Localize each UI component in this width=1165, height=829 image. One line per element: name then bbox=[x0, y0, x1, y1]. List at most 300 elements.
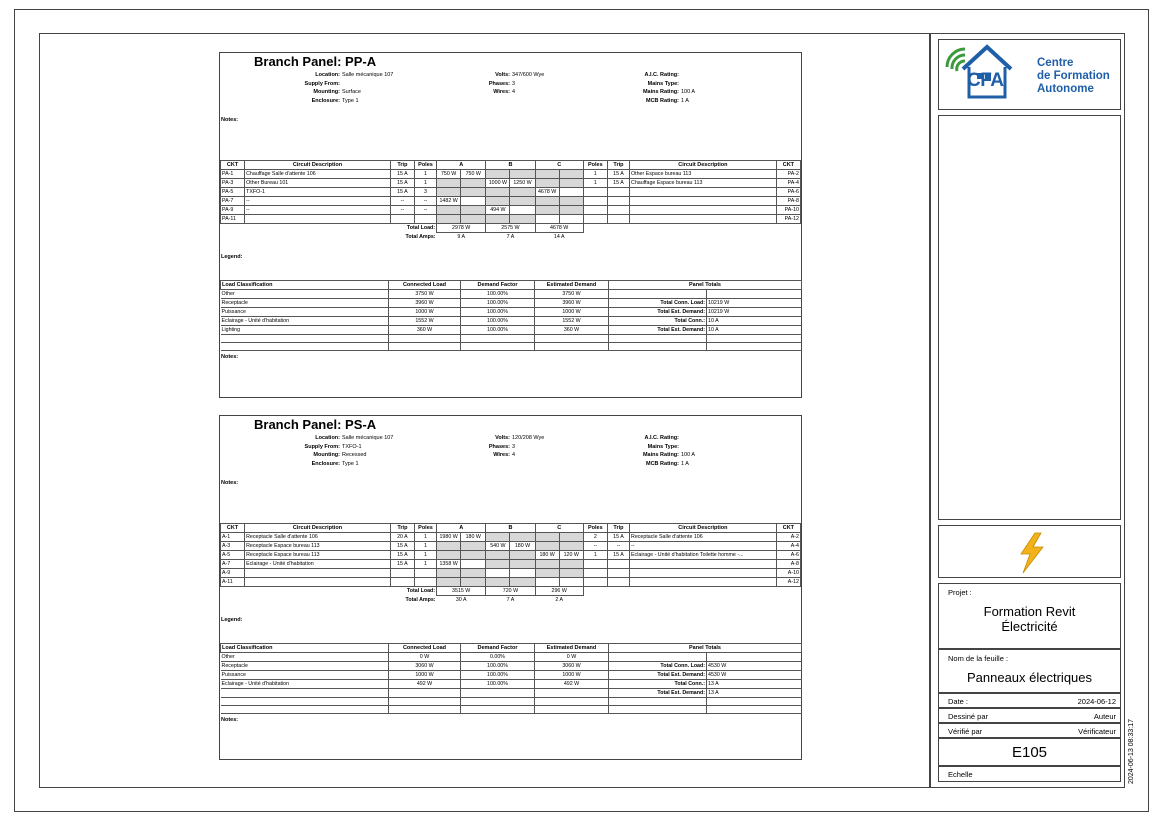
load-classification-table bbox=[220, 643, 802, 714]
circuit-cell-a2: 750 W bbox=[461, 170, 486, 179]
circuit-cell-c2 bbox=[559, 170, 583, 179]
header-location-label: Location: bbox=[315, 72, 340, 78]
circuit-cell-l-trip bbox=[390, 215, 414, 224]
circuit-cell-a1: 1482 W bbox=[437, 197, 461, 206]
legend-label: Legend: bbox=[221, 254, 243, 260]
load-name: Lighting bbox=[221, 326, 389, 335]
circuit-table bbox=[220, 523, 801, 604]
header-volts-label: Volts: bbox=[495, 435, 510, 441]
circuit-cell-a1 bbox=[437, 551, 461, 560]
date-label: Date : bbox=[948, 697, 969, 706]
circuit-cell-l-trip: -- bbox=[390, 206, 414, 215]
circuit-cell-c1 bbox=[535, 569, 559, 578]
load-classification-table bbox=[220, 280, 802, 351]
panel-total-value: 4530 W bbox=[707, 662, 802, 671]
circuit-cell-a1 bbox=[437, 188, 461, 197]
circuit-cell-r-ckt: A-10 bbox=[776, 569, 800, 578]
load-name: Puissance bbox=[221, 308, 389, 317]
circuit-cell-r-desc bbox=[630, 578, 777, 587]
header-volts: 347/600 Wye bbox=[512, 72, 545, 78]
circuit-cell-r-poles bbox=[583, 188, 607, 197]
load-name: Eclairage - Unité d'habitation bbox=[221, 680, 389, 689]
header-supply: TXFO-1 bbox=[342, 443, 362, 450]
circuit-cell-l-trip: 15 A bbox=[390, 188, 414, 197]
circuit-cell-l-poles: 3 bbox=[414, 188, 436, 197]
circuit-cell-b1 bbox=[486, 170, 510, 179]
header-volts-label: Volts: bbox=[495, 72, 510, 78]
circuit-cell-l-ckt: A-3 bbox=[221, 542, 245, 551]
circuit-cell-l-poles: 1 bbox=[414, 551, 436, 560]
panel-total-label: Total Est. Demand: bbox=[609, 308, 707, 317]
load-demand-factor bbox=[461, 698, 535, 706]
circuit-header: Poles bbox=[414, 161, 436, 170]
bolt-box bbox=[938, 525, 1121, 578]
circuit-cell-c1 bbox=[535, 170, 559, 179]
circuit-cell-l-desc: -- bbox=[245, 197, 391, 206]
circuit-cell-a1: 1980 W bbox=[437, 533, 461, 542]
load-estimated: 492 W bbox=[535, 680, 609, 689]
logo-line-3: Autonome bbox=[1037, 83, 1094, 95]
load-name bbox=[221, 706, 389, 714]
circuit-cell-l-desc: Eclairage - Unité d'habitation bbox=[245, 560, 391, 569]
header-wires: 4 bbox=[512, 89, 516, 96]
circuit-cell-b2: 1250 W bbox=[510, 179, 535, 188]
panel-schedule-ps-a bbox=[219, 415, 802, 760]
header-mains-type-label: Mains Type: bbox=[647, 443, 679, 450]
notes-label: Notes: bbox=[221, 480, 239, 486]
header-location: Salle mécanique 107 bbox=[342, 435, 394, 441]
drawn-by-value: Auteur bbox=[1093, 712, 1116, 721]
panel-total-value bbox=[707, 698, 802, 706]
circuit-header: Circuit Description bbox=[630, 524, 777, 533]
totals-value: 720 W bbox=[486, 587, 535, 596]
circuit-cell-l-ckt: PA-11 bbox=[221, 215, 245, 224]
circuit-cell-a2 bbox=[461, 569, 486, 578]
load-estimated: 3750 W bbox=[535, 290, 609, 299]
panel-total-value bbox=[707, 343, 802, 351]
load-connected: 3060 W bbox=[389, 662, 461, 671]
circuit-cell-b1 bbox=[486, 197, 510, 206]
load-row bbox=[221, 653, 802, 662]
header-mounting-label: Mounting: bbox=[313, 89, 340, 96]
circuit-cell-l-trip: 20 A bbox=[390, 533, 414, 542]
circuit-cell-c2 bbox=[559, 188, 583, 197]
load-name: Puissance bbox=[221, 671, 389, 680]
load-row bbox=[221, 343, 802, 351]
load-header: Connected Load bbox=[389, 281, 461, 290]
circuit-row bbox=[221, 188, 801, 197]
circuit-cell-c2 bbox=[559, 578, 583, 587]
header-mounting: Recessed bbox=[342, 452, 367, 459]
load-name bbox=[221, 698, 389, 706]
circuit-cell-a1 bbox=[437, 206, 461, 215]
checked-by-label: Vérifié par bbox=[948, 727, 983, 736]
header-mains-rating: 100 A bbox=[681, 89, 696, 96]
circuit-cell-l-desc: Receptacle Salle d'attente 106 bbox=[245, 533, 391, 542]
circuit-cell-r-trip: 15 A bbox=[607, 179, 629, 188]
circuit-cell-c1 bbox=[535, 197, 559, 206]
circuit-cell-r-poles bbox=[583, 569, 607, 578]
circuit-cell-a1 bbox=[437, 179, 461, 188]
circuit-cell-a2 bbox=[461, 197, 486, 206]
load-row bbox=[221, 290, 802, 299]
circuit-cell-a2 bbox=[461, 542, 486, 551]
circuit-cell-l-ckt: A-5 bbox=[221, 551, 245, 560]
load-estimated bbox=[535, 335, 609, 343]
circuit-cell-c2 bbox=[559, 542, 583, 551]
load-estimated: 3960 W bbox=[535, 299, 609, 308]
circuit-cell-b1 bbox=[486, 569, 510, 578]
circuit-header: Poles bbox=[583, 524, 607, 533]
circuit-cell-r-ckt: A-2 bbox=[776, 533, 800, 542]
load-estimated bbox=[535, 706, 609, 714]
circuit-cell-b2 bbox=[510, 578, 535, 587]
circuit-cell-a2 bbox=[461, 188, 486, 197]
panel-total-value bbox=[707, 653, 802, 662]
circuit-cell-b1 bbox=[486, 188, 510, 197]
panel-total-label: Total Conn.: bbox=[609, 680, 707, 689]
header-phases: 3 bbox=[512, 443, 516, 450]
circuit-cell-b2 bbox=[510, 551, 535, 560]
load-header: Panel Totals bbox=[609, 644, 802, 653]
circuit-cell-l-desc: Other Bureau 101 bbox=[245, 179, 391, 188]
header-mains-rating-label: Mains Rating: bbox=[642, 452, 679, 459]
panel-title: Branch Panel: PS-A bbox=[254, 417, 377, 432]
circuit-cell-c1 bbox=[535, 533, 559, 542]
circuit-cell-b2 bbox=[510, 215, 535, 224]
circuit-cell-l-desc: Receptacle Espace bureau 113 bbox=[245, 551, 391, 560]
circuit-cell-r-trip bbox=[607, 215, 629, 224]
totals-label: Total Load: bbox=[406, 225, 436, 232]
totals-value: 2978 W bbox=[437, 224, 486, 233]
circuit-cell-r-ckt: PA-12 bbox=[776, 215, 800, 224]
load-connected: 3750 W bbox=[389, 290, 461, 299]
header-phases-label: Phases: bbox=[488, 80, 510, 87]
circuit-cell-r-desc bbox=[630, 215, 777, 224]
circuit-cell-r-trip bbox=[607, 206, 629, 215]
circuit-cell-l-trip: -- bbox=[390, 197, 414, 206]
circuit-cell-r-ckt: A-4 bbox=[776, 542, 800, 551]
panel-total-value bbox=[707, 335, 802, 343]
circuit-cell-r-trip: -- bbox=[607, 542, 629, 551]
circuit-cell-l-desc bbox=[245, 215, 391, 224]
circuit-cell-l-desc: -- bbox=[245, 206, 391, 215]
circuit-cell-r-poles bbox=[583, 215, 607, 224]
header-mounting-label: Mounting: bbox=[313, 452, 340, 459]
circuit-cell-b1 bbox=[486, 533, 510, 542]
circuit-cell-l-poles: 1 bbox=[414, 179, 436, 188]
circuit-cell-l-desc: Receptacle Espace bureau 113 bbox=[245, 542, 391, 551]
circuit-cell-c2: 120 W bbox=[559, 551, 583, 560]
load-connected bbox=[389, 343, 461, 351]
circuit-cell-b2 bbox=[510, 170, 535, 179]
panel-total-value: 10 A bbox=[707, 317, 802, 326]
circuit-cell-b2 bbox=[510, 197, 535, 206]
circuit-header: Poles bbox=[583, 161, 607, 170]
circuit-cell-l-poles: 1 bbox=[414, 170, 436, 179]
circuit-cell-r-poles: -- bbox=[583, 542, 607, 551]
circuit-cell-r-ckt: A-6 bbox=[776, 551, 800, 560]
panel-total-value: 10 A bbox=[707, 326, 802, 335]
circuit-cell-l-poles: 1 bbox=[414, 560, 436, 569]
panel-schedule-pp-a bbox=[219, 52, 802, 398]
load-connected: 0 W bbox=[389, 653, 461, 662]
notes-label-bottom: Notes: bbox=[221, 717, 239, 723]
load-estimated: 360 W bbox=[535, 326, 609, 335]
circuit-cell-c1 bbox=[535, 560, 559, 569]
circuit-cell-a1: 1358 W bbox=[437, 560, 461, 569]
circuit-cell-l-ckt: A-9 bbox=[221, 569, 245, 578]
sheet-number-box bbox=[938, 738, 1121, 766]
circuit-cell-b1 bbox=[486, 560, 510, 569]
panel-total-value: 10219 W bbox=[707, 299, 802, 308]
circuit-cell-l-ckt: A-11 bbox=[221, 578, 245, 587]
load-header: Connected Load bbox=[389, 644, 461, 653]
circuit-cell-l-ckt: A-7 bbox=[221, 560, 245, 569]
panel-total-value: 10219 W bbox=[707, 308, 802, 317]
circuit-cell-l-desc bbox=[245, 578, 391, 587]
panel-total-label bbox=[609, 335, 707, 343]
scale-label: Echelle bbox=[948, 770, 973, 779]
circuit-cell-a1 bbox=[437, 569, 461, 578]
circuit-table bbox=[220, 160, 801, 241]
load-row bbox=[221, 326, 802, 335]
circuit-cell-b2 bbox=[510, 569, 535, 578]
load-name: Receptacle bbox=[221, 299, 389, 308]
load-demand-factor bbox=[461, 706, 535, 714]
circuit-cell-l-trip: 15 A bbox=[390, 551, 414, 560]
circuit-cell-c1 bbox=[535, 215, 559, 224]
circuit-cell-a2: 180 W bbox=[461, 533, 486, 542]
load-connected: 492 W bbox=[389, 680, 461, 689]
header-phases: 3 bbox=[512, 80, 516, 87]
circuit-cell-l-poles bbox=[414, 578, 436, 587]
circuit-cell-l-ckt: A-1 bbox=[221, 533, 245, 542]
header-location: Salle mécanique 107 bbox=[342, 72, 394, 78]
circuit-cell-r-ckt: A-8 bbox=[776, 560, 800, 569]
circuit-cell-b2: 180 W bbox=[510, 542, 535, 551]
circuit-cell-a2 bbox=[461, 206, 486, 215]
panel-total-value bbox=[707, 706, 802, 714]
header-mains-rating-label: Mains Rating: bbox=[642, 89, 679, 96]
circuit-cell-l-poles bbox=[414, 215, 436, 224]
circuit-cell-b2 bbox=[510, 188, 535, 197]
circuit-cell-l-trip: 15 A bbox=[390, 170, 414, 179]
header-mains-rating: 100 A bbox=[681, 452, 696, 459]
sheet-name-label: Nom de la feuille : bbox=[948, 654, 1009, 663]
circuit-cell-b1 bbox=[486, 215, 510, 224]
header-wires-label: Wires: bbox=[493, 89, 510, 96]
circuit-row bbox=[221, 542, 801, 551]
load-name: Other bbox=[221, 290, 389, 299]
header-mains-type-label: Mains Type: bbox=[647, 80, 679, 87]
circuit-cell-a1: 750 W bbox=[437, 170, 461, 179]
circuit-cell-c1 bbox=[535, 542, 559, 551]
load-demand-factor: 100.00% bbox=[461, 671, 535, 680]
circuit-cell-r-desc bbox=[630, 560, 777, 569]
load-demand-factor: 100.00% bbox=[461, 308, 535, 317]
circuit-cell-l-trip bbox=[390, 578, 414, 587]
circuit-header: B bbox=[486, 161, 535, 170]
lightning-bolt-icon bbox=[1015, 532, 1049, 574]
circuit-cell-l-ckt: PA-7 bbox=[221, 197, 245, 206]
project-name-line-2: Électricité bbox=[1001, 619, 1058, 634]
circuit-cell-r-desc: Receptacle Salle d'attente 106 bbox=[630, 533, 777, 542]
circuit-cell-r-trip bbox=[607, 560, 629, 569]
circuit-cell-c1 bbox=[535, 179, 559, 188]
load-header: Estimated Demand bbox=[535, 281, 609, 290]
panel-total-label bbox=[609, 698, 707, 706]
totals-value: 2575 W bbox=[486, 224, 535, 233]
load-header: Demand Factor bbox=[461, 281, 535, 290]
panel-total-label bbox=[609, 343, 707, 351]
load-row bbox=[221, 689, 802, 698]
header-enclosure: Type 1 bbox=[342, 97, 359, 104]
load-connected: 1552 W bbox=[389, 317, 461, 326]
circuit-row bbox=[221, 578, 801, 587]
circuit-row bbox=[221, 551, 801, 560]
circuit-cell-r-trip: 15 A bbox=[607, 551, 629, 560]
circuit-cell-r-ckt: PA-8 bbox=[776, 197, 800, 206]
circuit-header: Circuit Description bbox=[245, 524, 391, 533]
circuit-row bbox=[221, 533, 801, 542]
circuit-cell-l-ckt: PA-5 bbox=[221, 188, 245, 197]
circuit-cell-r-poles: 1 bbox=[583, 551, 607, 560]
load-header: Panel Totals bbox=[609, 281, 802, 290]
circuit-cell-c1 bbox=[535, 206, 559, 215]
circuit-header: Trip bbox=[607, 524, 629, 533]
load-row bbox=[221, 662, 802, 671]
circuit-row bbox=[221, 215, 801, 224]
drawn-by-row bbox=[938, 708, 1121, 723]
load-estimated bbox=[535, 343, 609, 351]
totals-label: Total Amps: bbox=[405, 233, 436, 240]
circuit-header: A bbox=[437, 161, 486, 170]
scale-row bbox=[938, 766, 1121, 782]
load-demand-factor: 100.00% bbox=[461, 680, 535, 689]
load-demand-factor: 0.00% bbox=[461, 653, 535, 662]
panel-total-label: Total Conn. Load: bbox=[609, 299, 707, 308]
panel-total-value: 13 A bbox=[707, 680, 802, 689]
circuit-cell-r-poles bbox=[583, 206, 607, 215]
header-enclosure-label: Enclosure: bbox=[311, 460, 340, 467]
load-estimated: 1552 W bbox=[535, 317, 609, 326]
load-row bbox=[221, 671, 802, 680]
panel-total-label bbox=[609, 290, 707, 299]
circuit-cell-l-ckt: PA-9 bbox=[221, 206, 245, 215]
header-supply-label: Supply From: bbox=[304, 443, 340, 450]
circuit-cell-r-ckt: PA-4 bbox=[776, 179, 800, 188]
circuit-cell-c2 bbox=[559, 215, 583, 224]
circuit-cell-c2 bbox=[559, 533, 583, 542]
panel-total-label: Total Est. Demand: bbox=[609, 671, 707, 680]
circuit-cell-c2 bbox=[559, 206, 583, 215]
circuit-header: Trip bbox=[390, 161, 414, 170]
circuit-cell-r-desc bbox=[630, 197, 777, 206]
circuit-cell-l-ckt: PA-3 bbox=[221, 179, 245, 188]
circuit-cell-r-desc: Eclairage - Unité d'habitation Toilette homme -... bbox=[630, 551, 777, 560]
circuit-row bbox=[221, 197, 801, 206]
panel-total-value bbox=[707, 290, 802, 299]
totals-label: Total Amps: bbox=[405, 596, 436, 603]
sheet-name: Panneaux électriques bbox=[966, 670, 1093, 685]
load-estimated bbox=[535, 689, 609, 698]
logo-mark-text: CFA bbox=[967, 70, 1004, 91]
sheet-number: E105 bbox=[1011, 744, 1048, 761]
circuit-row bbox=[221, 560, 801, 569]
panel-total-label bbox=[609, 706, 707, 714]
circuit-row bbox=[221, 179, 801, 188]
load-estimated: 1000 W bbox=[535, 308, 609, 317]
circuit-row bbox=[221, 170, 801, 179]
circuit-cell-b2 bbox=[510, 206, 535, 215]
totals-value: 4678 W bbox=[535, 224, 583, 233]
load-connected bbox=[389, 706, 461, 714]
circuit-cell-r-poles: 1 bbox=[583, 179, 607, 188]
load-connected bbox=[389, 689, 461, 698]
load-demand-factor: 100.00% bbox=[461, 326, 535, 335]
circuit-cell-a2 bbox=[461, 215, 486, 224]
totals-value: 14 A bbox=[553, 234, 565, 240]
circuit-cell-c2 bbox=[559, 179, 583, 188]
load-name: Eclairage - Unité d'habitation bbox=[221, 317, 389, 326]
load-row bbox=[221, 317, 802, 326]
circuit-cell-r-desc bbox=[630, 569, 777, 578]
load-demand-factor: 100.00% bbox=[461, 299, 535, 308]
load-name bbox=[221, 343, 389, 351]
load-row bbox=[221, 299, 802, 308]
circuit-cell-l-trip bbox=[390, 569, 414, 578]
load-estimated bbox=[535, 698, 609, 706]
load-demand-factor bbox=[461, 689, 535, 698]
totals-value: 2 A bbox=[555, 597, 564, 603]
circuit-cell-a2 bbox=[461, 578, 486, 587]
header-enclosure: Type 1 bbox=[342, 460, 359, 467]
circuit-cell-r-desc: -- bbox=[630, 542, 777, 551]
project-box bbox=[938, 583, 1121, 649]
header-wires-label: Wires: bbox=[493, 452, 510, 459]
circuit-cell-l-trip: 15 A bbox=[390, 542, 414, 551]
circuit-header: C bbox=[535, 524, 583, 533]
checked-by-row bbox=[938, 723, 1121, 738]
circuit-cell-a1 bbox=[437, 578, 461, 587]
circuit-cell-b2 bbox=[510, 533, 535, 542]
panel-total-label: Total Conn.: bbox=[609, 317, 707, 326]
panel-total-label bbox=[609, 653, 707, 662]
circuit-cell-r-poles: 1 bbox=[583, 170, 607, 179]
circuit-cell-r-desc: Other Espace bureau 113 bbox=[630, 170, 777, 179]
header-mcb: 1 A bbox=[681, 97, 689, 104]
project-name-line-1: Formation Revit bbox=[983, 604, 1076, 619]
circuit-cell-r-poles: 2 bbox=[583, 533, 607, 542]
circuit-cell-r-poles bbox=[583, 197, 607, 206]
load-name bbox=[221, 689, 389, 698]
circuit-cell-c2 bbox=[559, 569, 583, 578]
logo-box bbox=[938, 39, 1121, 110]
panel-total-label: Total Est. Demand: bbox=[609, 326, 707, 335]
load-demand-factor bbox=[461, 343, 535, 351]
circuit-header: CKT bbox=[221, 524, 245, 533]
circuit-cell-a2 bbox=[461, 551, 486, 560]
date-row bbox=[938, 693, 1121, 708]
totals-value: 30 A bbox=[455, 597, 467, 603]
load-header: Load Classification bbox=[221, 644, 389, 653]
load-name bbox=[221, 335, 389, 343]
header-mcb: 1 A bbox=[681, 460, 689, 467]
circuit-cell-b1: 1000 W bbox=[486, 179, 510, 188]
header-volts: 120/208 Wye bbox=[512, 435, 545, 441]
totals-value: 296 W bbox=[535, 587, 583, 596]
